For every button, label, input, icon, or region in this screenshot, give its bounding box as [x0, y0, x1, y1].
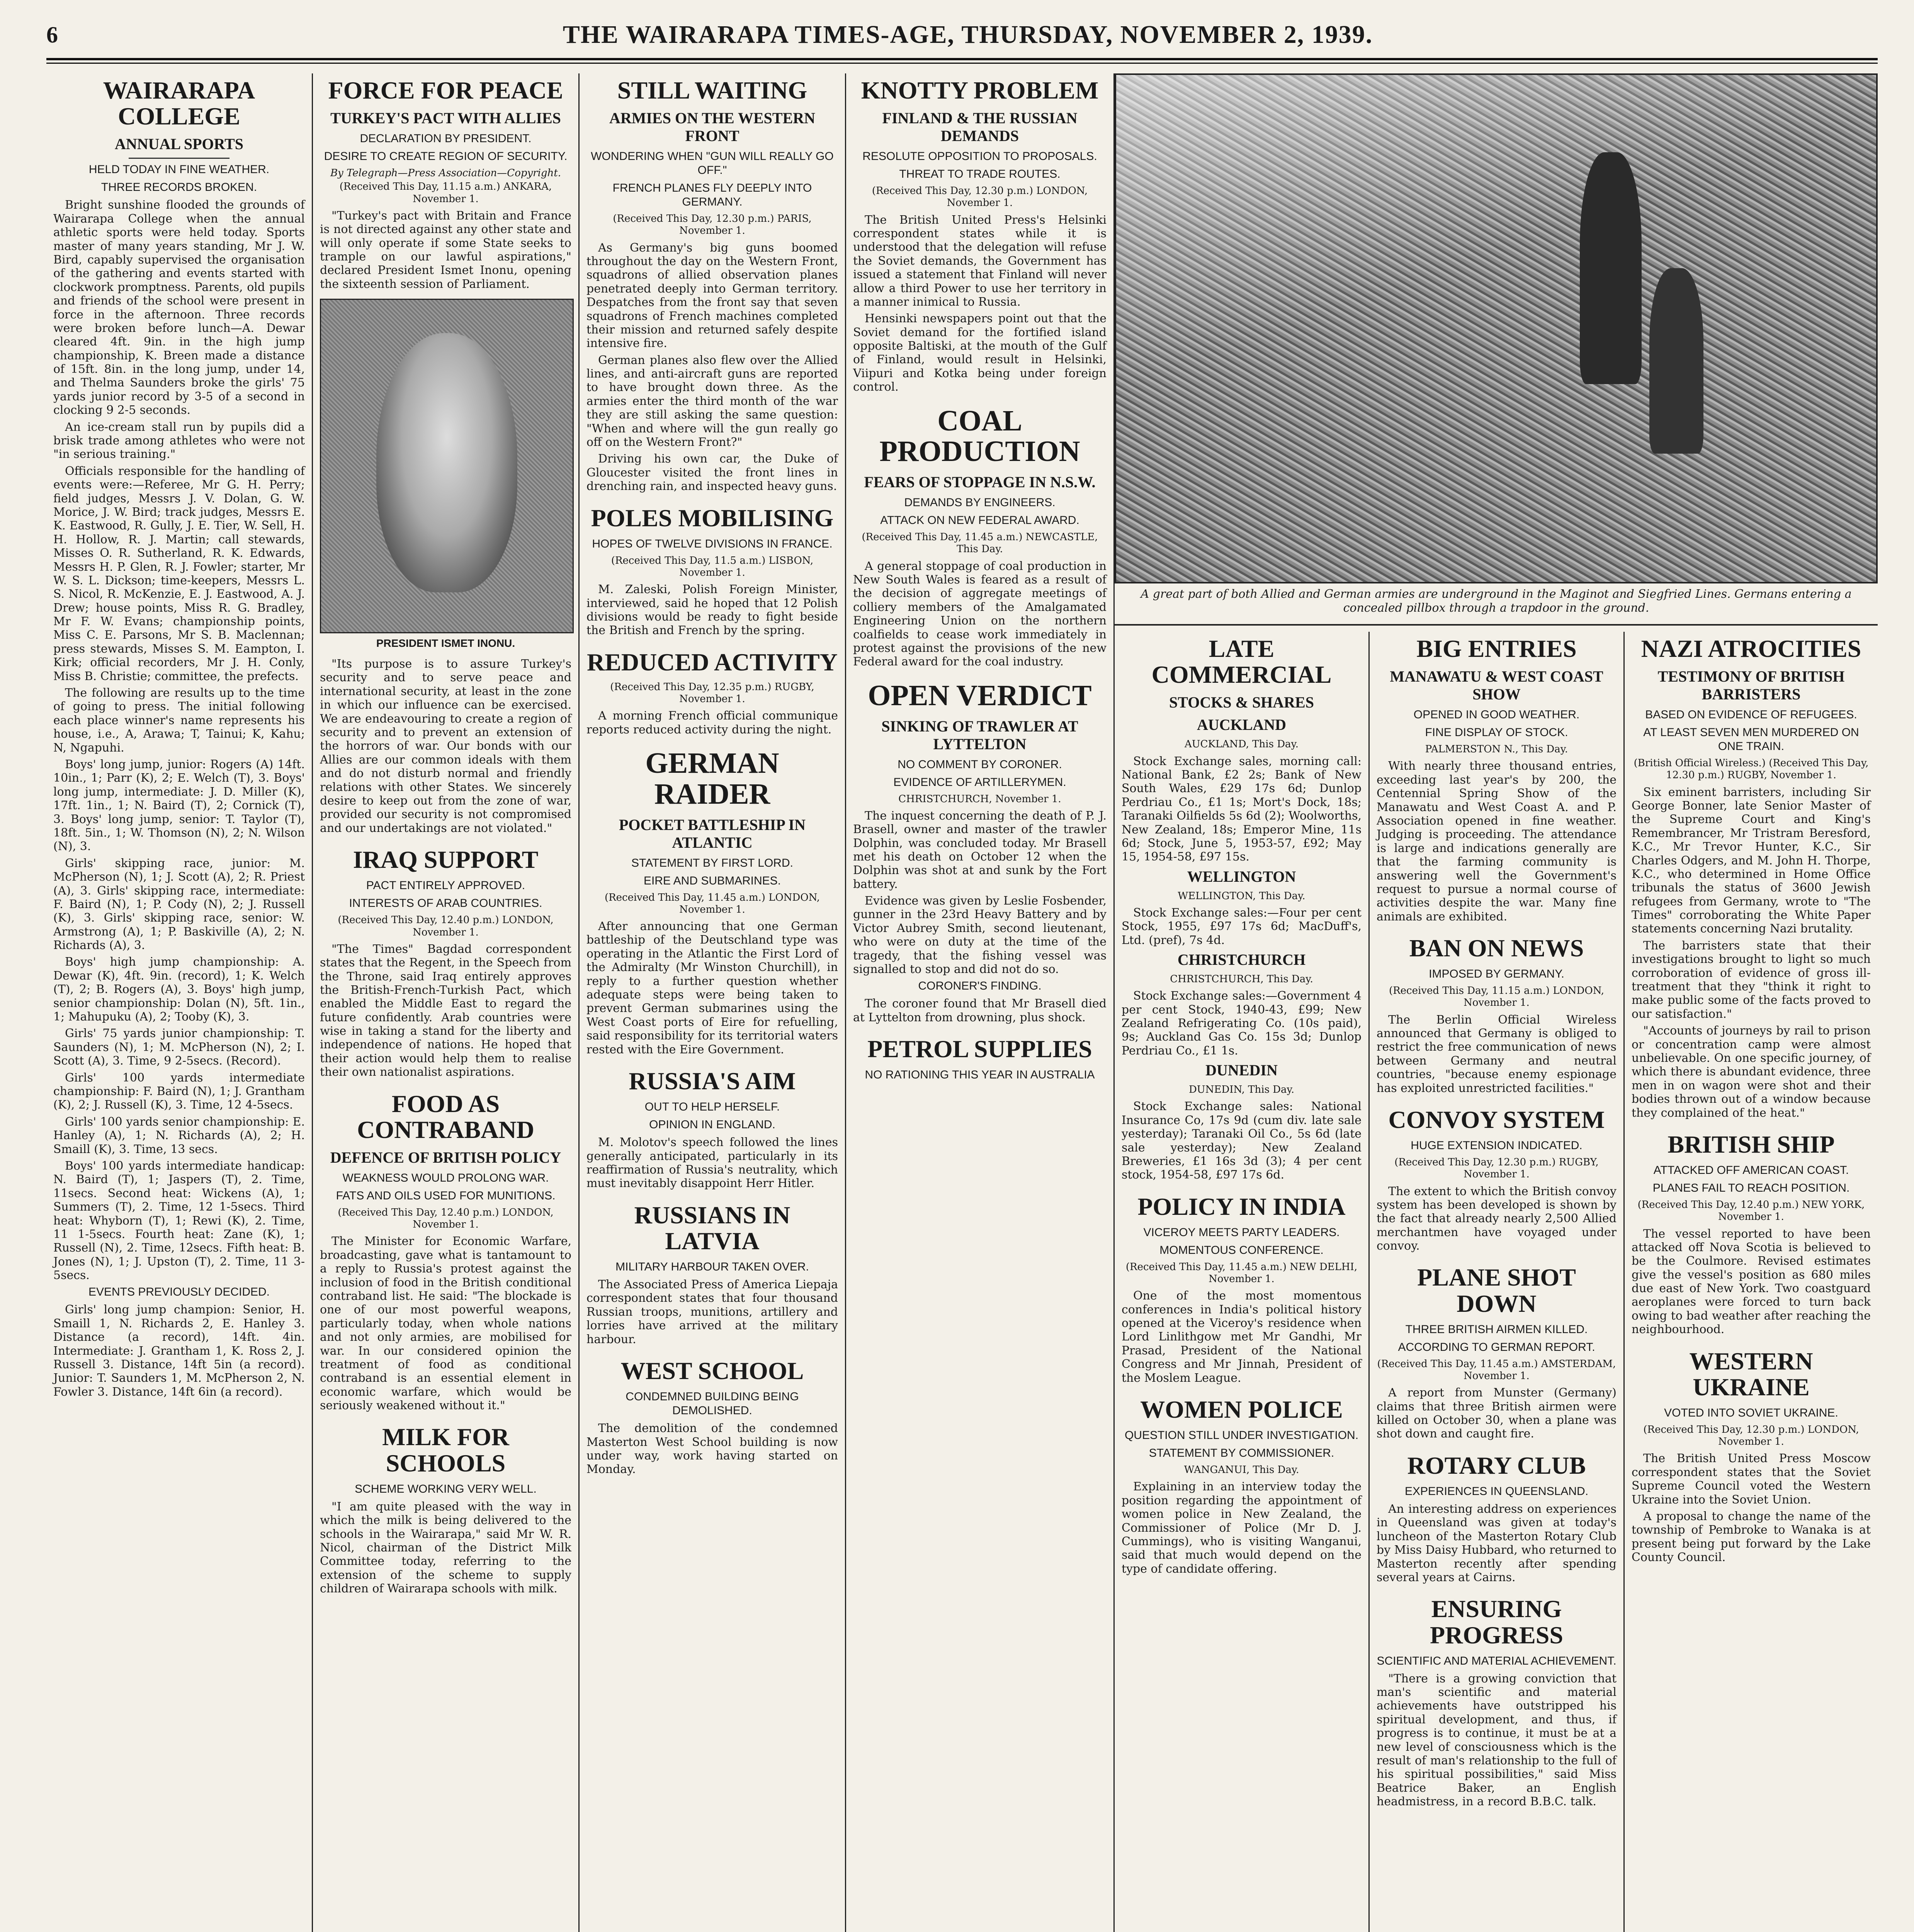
- dateline: (Received This Day, 12.35 p.m.) RUGBY, November 1.: [610, 681, 814, 705]
- paragraph: Stock Exchange sales, morning call: National Bank, £2 2s; Bank of New South Wales, £29 17s 6d; Dunlop Perdriau Co., £1 1s; Mort's Dock, 18s; Taranaki Oilfields 5s 6d (2); Woolworths, New Zealand, 18s; Emperor Mine, 11s 6d; Stock, June 5, 1953-57, £92; May 15, 1954-58, £97 15s.: [1122, 754, 1362, 864]
- paragraph: The extent to which the British convoy system has been developed is shown by the fact that already nearly 2,500 Allied merchantmen have voyaged under convoy.: [1377, 1184, 1617, 1253]
- divider: [129, 158, 229, 159]
- paragraph: The British United Press Moscow correspondent states that the Soviet Supreme Council voted the Western Ukraine into the Soviet Union.: [1632, 1452, 1871, 1507]
- paragraph: An interesting address on experiences in Queensland was given at today's luncheon of the Masterton Rotary Club by Miss Daisy Hubbard, who returned to Masterton recently after spending several years at Cairns.: [1377, 1502, 1617, 1584]
- deck: MILITARY HARBOUR TAKEN OVER.: [615, 1260, 809, 1274]
- paragraph: Six eminent barristers, including Sir George Bonner, late Senior Master of the Supreme Court and King's Remembrancer, Mr Tristram Beresford, K.C., Mr Trevor Hunter, K.C., Sir Charles Odgers, and M. John H. Thorpe, K.C., who determined in Home Office tribunals the status of 3600 Jewish refugees from Germany, wrote to "The Times" corroborating the White Paper statements concerning Nazi brutality.: [1632, 785, 1871, 936]
- column-5: [1115, 632, 1370, 1932]
- deck: HUGE EXTENSION INDICATED.: [1411, 1139, 1583, 1152]
- subheadline: WELLINGTON: [1187, 867, 1296, 885]
- newspaper-title: THE WAIRARAPA TIMES-AGE, THURSDAY, NOVEMBER 2, 1939.: [563, 20, 1373, 49]
- paragraph: One of the most momentous conferences in India's political history opened at the Viceroy's residence when Lord Linlithgow met Mr Gandhi, Mr Prasad, President of the National Congress and Mr Jinnah, President of the Moslem League.: [1122, 1289, 1362, 1385]
- subheadline: FINLAND & THE RUSSIAN DEMANDS: [882, 109, 1078, 145]
- article-late-commercial: [1122, 636, 1362, 1182]
- dateline: (Received This Day, 11.15 a.m.) LONDON, November 1.: [1389, 985, 1605, 1009]
- deck: CONDEMNED BUILDING BEING DEMOLISHED.: [626, 1390, 799, 1417]
- article-petrol-supplies: [853, 1036, 1107, 1082]
- paragraph: Girls' 75 yards junior championship: T. Saunders (N), 1; M. McPherson (N), 2; I. Scott (A), 3. Time, 9 2-5secs. (Record).: [53, 1027, 305, 1068]
- deck: HOPES OF TWELVE DIVISIONS IN FRANCE.: [592, 537, 833, 550]
- article-western-ukraine: [1632, 1348, 1871, 1565]
- dateline: (Received This Day, 12.40 p.m.) LONDON, November 1.: [338, 914, 554, 938]
- deck: DECLARATION BY PRESIDENT.: [360, 132, 532, 145]
- paragraph: Girls' 100 yards senior championship: E. Hanley (A), 1; N. Richards (A), 2; H. Smaill (K), 3. Time, 13 secs.: [53, 1115, 305, 1156]
- subheadline: TURKEY'S PACT WITH ALLIES: [330, 109, 561, 127]
- paragraph: "Accounts of journeys by rail to prison or concentration camp were almost unbelievable. On one specific journey, of which there is abundant evidence, three men in on wagon were shot and their bodies thrown out of a window because they complained of the heat.": [1632, 1024, 1871, 1120]
- headline: PLANE SHOT DOWN: [1417, 1264, 1576, 1317]
- subheadline: TESTIMONY OF BRITISH BARRISTERS: [1657, 668, 1845, 703]
- dateline: PALMERSTON N., This Day.: [1425, 743, 1568, 755]
- maginot-line-photo: [1115, 73, 1878, 583]
- paragraph: A report from Munster (Germany) claims that three British airmen were killed on October 30, when a plane was shot down and caught fire.: [1377, 1386, 1617, 1441]
- paragraph: Evidence was given by Leslie Fosbender, gunner in the 23rd Heavy Battery and by Victor Aubrey Smith, second lieutenant, who were on duty at the time of the tragedy, that the fishing vessel was signalled to stop and did not do so.: [853, 894, 1107, 976]
- deck: FINE DISPLAY OF STOCK.: [1425, 726, 1568, 739]
- deck: EIRE AND SUBMARINES.: [643, 874, 781, 887]
- subheadline: ARMIES ON THE WESTERN FRONT: [609, 109, 816, 145]
- dateline: (Received This Day, 12.30 p.m.) LONDON, November 1.: [1643, 1424, 1859, 1448]
- dateline: (Received This Day, 11.15 a.m.) ANKARA, November 1.: [339, 181, 552, 205]
- deck: WEAKNESS WOULD PROLONG WAR.: [342, 1172, 549, 1185]
- paragraph: A general stoppage of coal production in New South Wales is feared as a result of the decision of aggregate meetings of colliery members of the Amalgamated Engineering Union on the northern coalfields to cease work immediately in protest against the provisions of the new Federal award for the coal industry.: [853, 559, 1107, 669]
- deck: VICEROY MEETS PARTY LEADERS.: [1143, 1226, 1340, 1239]
- paragraph: After announcing that one German battleship of the Deutschland type was operating in the Atlantic the First Lord of the Admiralty (Mr Winston Churchill), in reply to a further question whether adequate steps were being taken to prevent German submarines using the West Coast ports of Eire for refuelling, said responsibility for its territorial waters rested with the Eire Government.: [586, 920, 838, 1056]
- paragraph: The inquest concerning the death of P. J. Brasell, owner and master of the trawler Dolphin, was concluded today. Mr Brasell met his death on October 12 when the Dolphin was shot at and sunk by the Fort battery.: [853, 809, 1107, 891]
- deck: SCHEME WORKING VERY WELL.: [355, 1482, 537, 1495]
- article-nazi-atrocities: [1632, 636, 1871, 1120]
- headline: BAN ON NEWS: [1409, 934, 1584, 962]
- article-force-for-peace: [320, 77, 571, 835]
- deck: FRENCH PLANES FLY DEEPLY INTO GERMANY.: [612, 182, 812, 209]
- article-german-raider: [586, 748, 838, 1056]
- article-ban-on-news: [1377, 935, 1617, 1095]
- deck: RESOLUTE OPPOSITION TO PROPOSALS.: [862, 150, 1097, 163]
- headline: LATE COMMERCIAL: [1151, 635, 1332, 689]
- paragraph: Boys' high jump championship: A. Dewar (K), 4ft. 9in. (record), 1; K. Welch (T), 2; B. Rogers (A), 3. Boys' high jump, senior championship: Dolan (N), 5ft. 1in., 1; Mahupuku (A), 2; Tooby (K), 3.: [53, 955, 305, 1024]
- deck: DEMANDS BY ENGINEERS.: [904, 496, 1056, 509]
- paragraph: A proposal to change the name of the township of Pembroke to Wanaka is at present being put forward by the Lake County Council.: [1632, 1509, 1871, 1565]
- deck: AT LEAST SEVEN MEN MURDERED ON ONE TRAIN.: [1643, 726, 1859, 753]
- paragraph: "I am quite pleased with the way in which the milk is being delivered to the schools in the Wairarapa," said Mr W. R. Nicol, chairman of the District Milk Committee today, referring to the extension of the scheme to supply children of Wairarapa schools with milk.: [320, 1500, 571, 1596]
- article-rotary-club: [1377, 1452, 1617, 1585]
- paragraph: "There is a growing conviction that man's scientific and material achievements have outstripped his spiritual development, and thus, if progress is to continue, it must be at a new level of consciousness which is the result of man's relationship to the full of his spiritual possibilities," said Miss Beatrice Baker, an English headmistress, in a record B.B.C. talk.: [1377, 1672, 1617, 1809]
- dateline: (British Official Wireless.) (Received This Day, 12.30 p.m.) RUGBY, November 1.: [1634, 757, 1869, 781]
- headline: REDUCED ACTIVITY: [587, 648, 838, 676]
- dateline: (Received This Day, 12.30 p.m.) RUGBY, November 1.: [1394, 1156, 1599, 1180]
- article-still-waiting: [586, 77, 838, 493]
- subheadline: CHRISTCHURCH: [1177, 951, 1306, 969]
- paragraph: Stock Exchange sales:—Government 4 per cent Stock, 1940-43, £99; New Zealand Refrigerating Co. (10s paid), 9s; Auckland Gas Co. 15s 3d; Dunlop Perdriau Co., £1 1s.: [1122, 989, 1362, 1058]
- headline: BIG ENTRIES: [1416, 635, 1577, 662]
- paragraph: The Associated Press of America Liepaja correspondent states that four thousand Russian troops, munitions, artillery and lorries have arrived at the military harbour.: [586, 1278, 838, 1346]
- paragraph: Stock Exchange sales:—Four per cent Stock, 1955, £97 17s 6d; MacDuff's, Ltd. (pref), 7s 4d.: [1122, 906, 1362, 947]
- article-west-school: [586, 1358, 838, 1476]
- paragraph: The Berlin Official Wireless announced that Germany is obliged to restrict the free communication of news between Germany and neutral countries, "because enemy espionage has exploited unrestricted facilities.": [1377, 1013, 1617, 1095]
- deck: THREE RECORDS BROKEN.: [101, 181, 257, 194]
- dateline: (Received This Day, 12.40 p.m.) NEW YORK, November 1.: [1637, 1199, 1865, 1223]
- dateline: (Received This Day, 11.45 a.m.) AMSTERDAM, November 1.: [1377, 1358, 1616, 1382]
- dateline: (Received This Day, 12.30 p.m.) LONDON, November 1.: [872, 185, 1088, 209]
- deck: IMPOSED BY GERMANY.: [1429, 968, 1564, 981]
- article-russians-in-latvia: [586, 1202, 838, 1346]
- paragraph: Bright sunshine flooded the grounds of Wairarapa College when the annual athletic sports were held today. Sports master of many years standing, Mr J. W. Bird, capably supervised the organisation of the gathering and events started with clockwork promptness. Parents, old pupils and friends of the school were present in force in the afternoon. Three records were broken before lunch—A. Dewar cleared 4ft. 9in. in the high jump championship, K. Breen made a distance of 15ft. 8in. in the long jump, under 14, and Thelma Saunders broke the girls' 75 yards junior record by 3-5 of a second in clocking 9 2-5 seconds.: [53, 198, 305, 417]
- headline: ENSURING PROGRESS: [1430, 1595, 1563, 1649]
- deck: FATS AND OILS USED FOR MUNITIONS.: [336, 1189, 556, 1202]
- headline: IRAQ SUPPORT: [353, 846, 539, 874]
- deck: OPINION IN ENGLAND.: [649, 1118, 775, 1131]
- section-heading: CORONER'S FINDING.: [918, 980, 1042, 993]
- headline: ROTARY CLUB: [1407, 1451, 1586, 1479]
- deck: NO RATIONING THIS YEAR IN AUSTRALIA: [865, 1068, 1095, 1082]
- paragraph: Boys' 100 yards intermediate handicap: N. Baird (T), 1; Jaspers (T), 2. Time, 11secs. Second heat: Wickens (A), 1; Summers (T), 2. Time, 12 1-5secs. Third heat: Whyborn (T), 1; Rewi (K), 2. Time, 11 1-5secs. Fourth heat: Zane (K), 1; Russell (N), 2. Time, 12secs. Fifth heat: B. Jones (N), 1; J. Upston (T), 2. Time, 11 3-5secs.: [53, 1159, 305, 1282]
- paragraph: The coroner found that Mr Brasell died at Lyttelton from drowning, plus shock.: [853, 997, 1107, 1024]
- headline: BRITISH SHIP: [1668, 1130, 1835, 1158]
- article-poles-mobilising: [586, 505, 838, 638]
- headline: COAL PRODUCTION: [879, 404, 1080, 468]
- column-4: [846, 73, 1115, 1932]
- deck: OUT TO HELP HERSELF.: [644, 1100, 780, 1114]
- paragraph: Stock Exchange sales: National Insurance Co, 17s 9d (cum div. late sale yesterday); Taranaki Oil Co., 5s 6d (late sale yesterday); New Zealand Breweries, £1 16s 3d (3); 4 per cent stock, 1954-58, £97 17s 6d.: [1122, 1100, 1362, 1182]
- dateline: (Received This Day, 11.45 a.m.) LONDON, November 1.: [604, 891, 820, 915]
- dateline: (Received This Day, 11.45 a.m.) NEW DELHI, November 1.: [1125, 1261, 1358, 1285]
- headline: NAZI ATROCITIES: [1641, 635, 1861, 662]
- paragraph: M. Zaleski, Polish Foreign Minister, interviewed, said he hoped that 12 Polish divisions would be ready to fight beside the British and French by the spring.: [586, 583, 838, 638]
- headline: PETROL SUPPLIES: [867, 1035, 1092, 1063]
- deck: PLANES FAIL TO REACH POSITION.: [1652, 1182, 1850, 1195]
- article-knotty-problem: [853, 77, 1107, 394]
- article-wairarapa-college: [53, 77, 305, 1399]
- headline: FOOD AS CONTRABAND: [357, 1090, 534, 1143]
- paragraph: The barristers state that their investigations brought to light so much corroboration of evidence of gross ill-treatment that they "think it right to make public some of the facts proved to our satisfaction.": [1632, 939, 1871, 1021]
- article-policy-in-india: [1122, 1194, 1362, 1385]
- photo-caption: A great part of both Allied and German armies are underground in the Maginot and Siegfried Lines. Germans entering a concealed pillbox through a trapdoor in the ground.: [1141, 587, 1852, 615]
- article-plane-shot-down: [1377, 1264, 1617, 1440]
- headline: WAIRARAPA COLLEGE: [103, 77, 255, 130]
- deck: OPENED IN GOOD WEATHER.: [1413, 708, 1580, 721]
- subheadline: SINKING OF TRAWLER AT LYTTELTON: [881, 717, 1078, 753]
- headline: POLICY IN INDIA: [1137, 1192, 1346, 1220]
- paragraph: "Turkey's pact with Britain and France is not directed against any other state and will only operate if some State seeks to trample on our lawful aspirations," declared President Ismet Inonu, opening the sixteenth session of Parliament.: [320, 209, 571, 291]
- article-reduced-activity: [586, 649, 838, 736]
- article-ensuring-progress: [1377, 1596, 1617, 1808]
- headline: RUSSIA'S AIM: [629, 1067, 796, 1095]
- paragraph: An ice-cream stall run by pupils did a brisk trade among athletes who were not "in serious training.": [53, 420, 305, 461]
- deck: ATTACK ON NEW FEDERAL AWARD.: [880, 514, 1079, 527]
- paragraph: The following are results up to the time of going to press. The initial following each place winner's name represents his house, i.e., A, Arawa; T, Tainui; K, Kahu; N, Ngapuhi.: [53, 686, 305, 755]
- article-british-ship: [1632, 1131, 1871, 1337]
- page-number: 6: [46, 22, 58, 48]
- paragraph: The demolition of the condemned Masterton West School building is now under way, work having started on Monday.: [586, 1422, 838, 1476]
- headline: WOMEN POLICE: [1140, 1396, 1343, 1423]
- article-big-entries: [1377, 636, 1617, 923]
- deck: VOTED INTO SOVIET UKRAINE.: [1664, 1406, 1838, 1419]
- headline: GERMAN RAIDER: [645, 747, 779, 810]
- dateline: WELLINGTON, This Day.: [1178, 890, 1305, 902]
- paragraph: A morning French official communique reports reduced activity during the night.: [586, 709, 838, 736]
- deck: THREAT TO TRADE ROUTES.: [899, 168, 1061, 181]
- article-convoy-system: [1377, 1107, 1617, 1253]
- headline: CONVOY SYSTEM: [1388, 1105, 1605, 1133]
- dateline: (Received This Day, 12.30 p.m.) PARIS, November 1.: [613, 213, 812, 237]
- article-open-verdict: [853, 680, 1107, 1024]
- headline: WESTERN UKRAINE: [1689, 1347, 1813, 1401]
- paragraph: As Germany's big guns boomed throughout the day on the Western Front, squadrons of allied observation planes penetrated deeply into German territory. Despatches from the front say that seven squadrons of French machines completed their mission and returned safely despite intensive fire.: [586, 241, 838, 350]
- paragraph: Driving his own car, the Duke of Gloucester visited the front lines in drenching rain, and inspected heavy guns.: [586, 452, 838, 493]
- deck: DESIRE TO CREATE REGION OF SECURITY.: [324, 150, 568, 163]
- paragraph: Officials responsible for the handling of events were:—Referee, Mr G. H. Perry; field judges, Messrs J. V. Dolan, G. W. Morice, J. W. Bird; track judges, Messrs E. K. Eastwood, R. Gully, J. E. Tier, W. Sell, H. H. Hollow, R. J. Martin; call stewards, Misses O. R. Sutherland, R. K. Edwards, Messrs H. P. Glen, R. J. Fowler; starter, Mr W. S. L. Dickson; time-keepers, Messrs L. S. Nicol, R. McKenzie, E. J. Eastwood, A. J. Drew; house points, Miss R. G. Bradley, Mr F. W. Evans; championship points, Miss C. E. Parsons, Mr S. B. Maclennan; press stewards, Misses S. M. Eampton, I. Kirk; official recorders, Mr J. H. Conly, Miss B. Christie; committee, the prefects.: [53, 464, 305, 683]
- deck: STATEMENT BY FIRST LORD.: [631, 856, 793, 869]
- paragraph: Boys' long jump, junior: Rogers (A) 14ft. 10in., 1; Parr (K), 2; E. Welch (T), 3. Boys' long jump, intermediate: J. D. Miller (K), 17ft. 1in., 1; N. Baird (T), 2; Cornick (T), 3. Boys' long jump, senior: T. Taylor (T), 18ft. 5in., 1; W. Thomson (N), 2; N. Wilson (N), 3.: [53, 758, 305, 854]
- deck: STATEMENT BY COMMISSIONER.: [1149, 1447, 1334, 1460]
- paragraph: "The Times" Bagdad correspondent states that the Regent, in the Speech from the Throne, said Iraq entirely approves the British-French-Turkish Pact, which enabled the Middle East to regard the future confidently. Arab countries were wise in taking a stand for the liberty and independence of nations. He hoped that their action would help them to realise their own nationalist aspirations.: [320, 942, 571, 1079]
- paragraph: Girls' skipping race, junior: M. McPherson (N), 1; J. Scott (A), 2; R. Priest (A), 3. Girls' skipping race, intermediate: F. Baird (N), 1; P. Cody (N), 2; J. Russell (K), 3. Girls' skipping race, senior: W. Armstrong (A), 1; P. Baskiville (A), 2; N. Richards (A), 3.: [53, 856, 305, 952]
- masthead-rule: [46, 63, 1878, 64]
- photo-rule: [1115, 624, 1878, 626]
- deck: ACCORDING TO GERMAN REPORT.: [1398, 1340, 1595, 1354]
- article-coal-production: [853, 406, 1107, 669]
- deck: PACT ENTIRELY APPROVED.: [366, 879, 525, 892]
- column-6: [1370, 632, 1625, 1932]
- headline: RUSSIANS IN LATVIA: [634, 1201, 790, 1255]
- paragraph: German planes also flew over the Allied lines, and anti-aircraft guns are reported to have brought down three. As the armies enter the third month of the war they are still asking the same question: "When and where will the gun really go off on the Western Front?": [586, 353, 838, 449]
- deck: ATTACKED OFF AMERICAN COAST.: [1653, 1164, 1849, 1177]
- paragraph: The Minister for Economic Warfare, broadcasting, gave what is tantamount to a reply to Russia's protest against the inclusion of food in the British conditional contraband list. He said: "The blockade is one of our most powerful weapons, particularly today, when whole nations and not only armies, are mobilised for war. In our considered opinion the treatment of food as conditional contraband is an essential element in economic warfare, which would be seriously weakened without it.": [320, 1235, 571, 1413]
- deck: WONDERING WHEN "GUN WILL REALLY GO OFF.": [591, 150, 834, 177]
- subheadline: STOCKS & SHARES: [1169, 694, 1314, 711]
- photo-caption: PRESIDENT ISMET INONU.: [376, 637, 515, 650]
- article-iraq-support: [320, 847, 571, 1079]
- president-portrait-photo: [320, 299, 574, 633]
- deck: QUESTION STILL UNDER INVESTIGATION.: [1124, 1429, 1359, 1442]
- dateline: WANGANUI, This Day.: [1184, 1464, 1299, 1476]
- deck: NO COMMENT BY CORONER.: [898, 758, 1062, 771]
- subheadline: DUNEDIN: [1205, 1061, 1278, 1079]
- credit-line: By Telegraph—Press Association—Copyright.: [330, 167, 561, 179]
- deck: INTERESTS OF ARAB COUNTRIES.: [349, 897, 542, 910]
- deck: EVIDENCE OF ARTILLERYMEN.: [893, 776, 1066, 789]
- headline: OPEN VERDICT: [868, 679, 1092, 712]
- headline: MILK FOR SCHOOLS: [382, 1423, 509, 1477]
- dateline: (Received This Day, 12.40 p.m.) LONDON, November 1.: [338, 1207, 554, 1231]
- dateline: (Received This Day, 11.45 a.m.) NEWCASTLE, This Day.: [862, 531, 1098, 555]
- subheadline: AUCKLAND: [1197, 716, 1287, 734]
- subheadline: ANNUAL SPORTS: [114, 135, 244, 153]
- paragraph: Explaining in an interview today the position regarding the appointment of women police in New Zealand, the Commissioner of Police (Mr D. J. Cummings), who is visiting Wanganui, said that much would depend on the type of candidate offering.: [1122, 1480, 1362, 1576]
- article-women-police: [1122, 1396, 1362, 1576]
- column-1: [46, 73, 313, 1932]
- headline: POLES MOBILISING: [591, 504, 834, 532]
- dateline: CHRISTCHURCH, This Day.: [1170, 973, 1313, 985]
- column-2: [313, 73, 580, 1932]
- article-milk-for-schools: [320, 1424, 571, 1595]
- dateline: CHRISTCHURCH, November 1.: [898, 793, 1061, 805]
- headline: WEST SCHOOL: [620, 1357, 804, 1385]
- paragraph: The vessel reported to have been attacked off Nova Scotia is believed to be the Coulmore. Revised estimates give the vessel's position as 680 miles due east of New York. Two coastguard aeroplanes were forced to turn back owing to bad weather after reaching the neighbourhood.: [1632, 1227, 1871, 1337]
- column-7: [1625, 632, 1878, 1932]
- deck: MOMENTOUS CONFERENCE.: [1159, 1243, 1324, 1257]
- paragraph: M. Molotov's speech followed the lines generally anticipated, particularly in its reaffirmation of Russia's neutrality, which must inevitably disappoint Herr Hitler.: [586, 1136, 838, 1190]
- paragraph: Hensinki newspapers point out that the Soviet demand for the fortified island opposite Baltiski, at the mouth of the Gulf of Finland, would result in Helsinki, Viipuri and Kotka being under foreign control.: [853, 312, 1107, 394]
- section-heading: EVENTS PREVIOUSLY DECIDED.: [88, 1286, 270, 1299]
- headline: FORCE FOR PEACE: [328, 77, 563, 104]
- headline: STILL WAITING: [617, 77, 807, 104]
- deck: EXPERIENCES IN QUEENSLAND.: [1404, 1485, 1589, 1498]
- paragraph: With nearly three thousand entries, exceeding last year's by 200, the Centennial Spring Show of the Manawatu and West Coast A. and P. Association opened in fine weather. Judging is proceeding. The attendance is large and indications generally are that the farming community is answering well the Government's request to pursue a normal course of activities despite the war. Many fine animals are exhibited.: [1377, 759, 1617, 923]
- subheadline: MANAWATU & WEST COAST SHOW: [1390, 668, 1603, 703]
- paragraph: The British United Press's Helsinki correspondent states while it is understood that the delegation will refuse the Soviet demands, the Government has issued a statement that Finland will never allow a third Power to use her territory in a manner inimical to Russia.: [853, 213, 1107, 309]
- deck: HELD TODAY IN FINE WEATHER.: [88, 163, 270, 176]
- deck: THREE BRITISH AIRMEN KILLED.: [1405, 1323, 1588, 1336]
- paragraph: Girls' 100 yards intermediate championship: F. Baird (N), 1; J. Grantham (K), 2; J. Russell (K), 3. Time, 12 4-5secs.: [53, 1071, 305, 1112]
- subheadline: POCKET BATTLESHIP IN ATLANTIC: [619, 816, 806, 851]
- deck: SCIENTIFIC AND MATERIAL ACHIEVEMENT.: [1377, 1654, 1617, 1667]
- headline: KNOTTY PROBLEM: [861, 77, 1099, 104]
- dateline: (Received This Day, 11.5 a.m.) LISBON, November 1.: [611, 554, 814, 578]
- column-3: [580, 73, 846, 1932]
- subheadline: DEFENCE OF BRITISH POLICY: [330, 1149, 561, 1167]
- masthead: [46, 12, 1878, 60]
- paragraph: Girls' long jump champion: Senior, H. Smaill 1, N. Richards 2, E. Hanley 3. Distance (a record), 14ft. 4in. Intermediate: J. Grantham 1, K. Ross 2, J. Russell 3. Distance, 14ft 5in (a record). Junior: T. Saunders 1, M. McPherson 2, N. Fowler 3. Distance, 14ft 6in (a record).: [53, 1303, 305, 1399]
- paragraph: "Its purpose is to assure Turkey's security and to serve peace and international security, at least in the zone in which our influence can be exercised. We are endeavouring to create a region of security and to prevent an extension of the horrors of war. Our bonds with our Allies are our common ideals with them and do not disturb normal and friendly relations with other States. We sincerely desire to keep out from the zone of war, provided our security is not compromised and our undertakings are not violated.": [320, 657, 571, 835]
- article-russias-aim: [586, 1068, 838, 1190]
- deck: BASED ON EVIDENCE OF REFUGEES.: [1645, 708, 1857, 721]
- article-food-as-contraband: [320, 1091, 571, 1413]
- dateline: DUNEDIN, This Day.: [1188, 1084, 1295, 1096]
- dateline: AUCKLAND, This Day.: [1184, 738, 1299, 750]
- subheadline: FEARS OF STOPPAGE IN N.S.W.: [864, 473, 1096, 491]
